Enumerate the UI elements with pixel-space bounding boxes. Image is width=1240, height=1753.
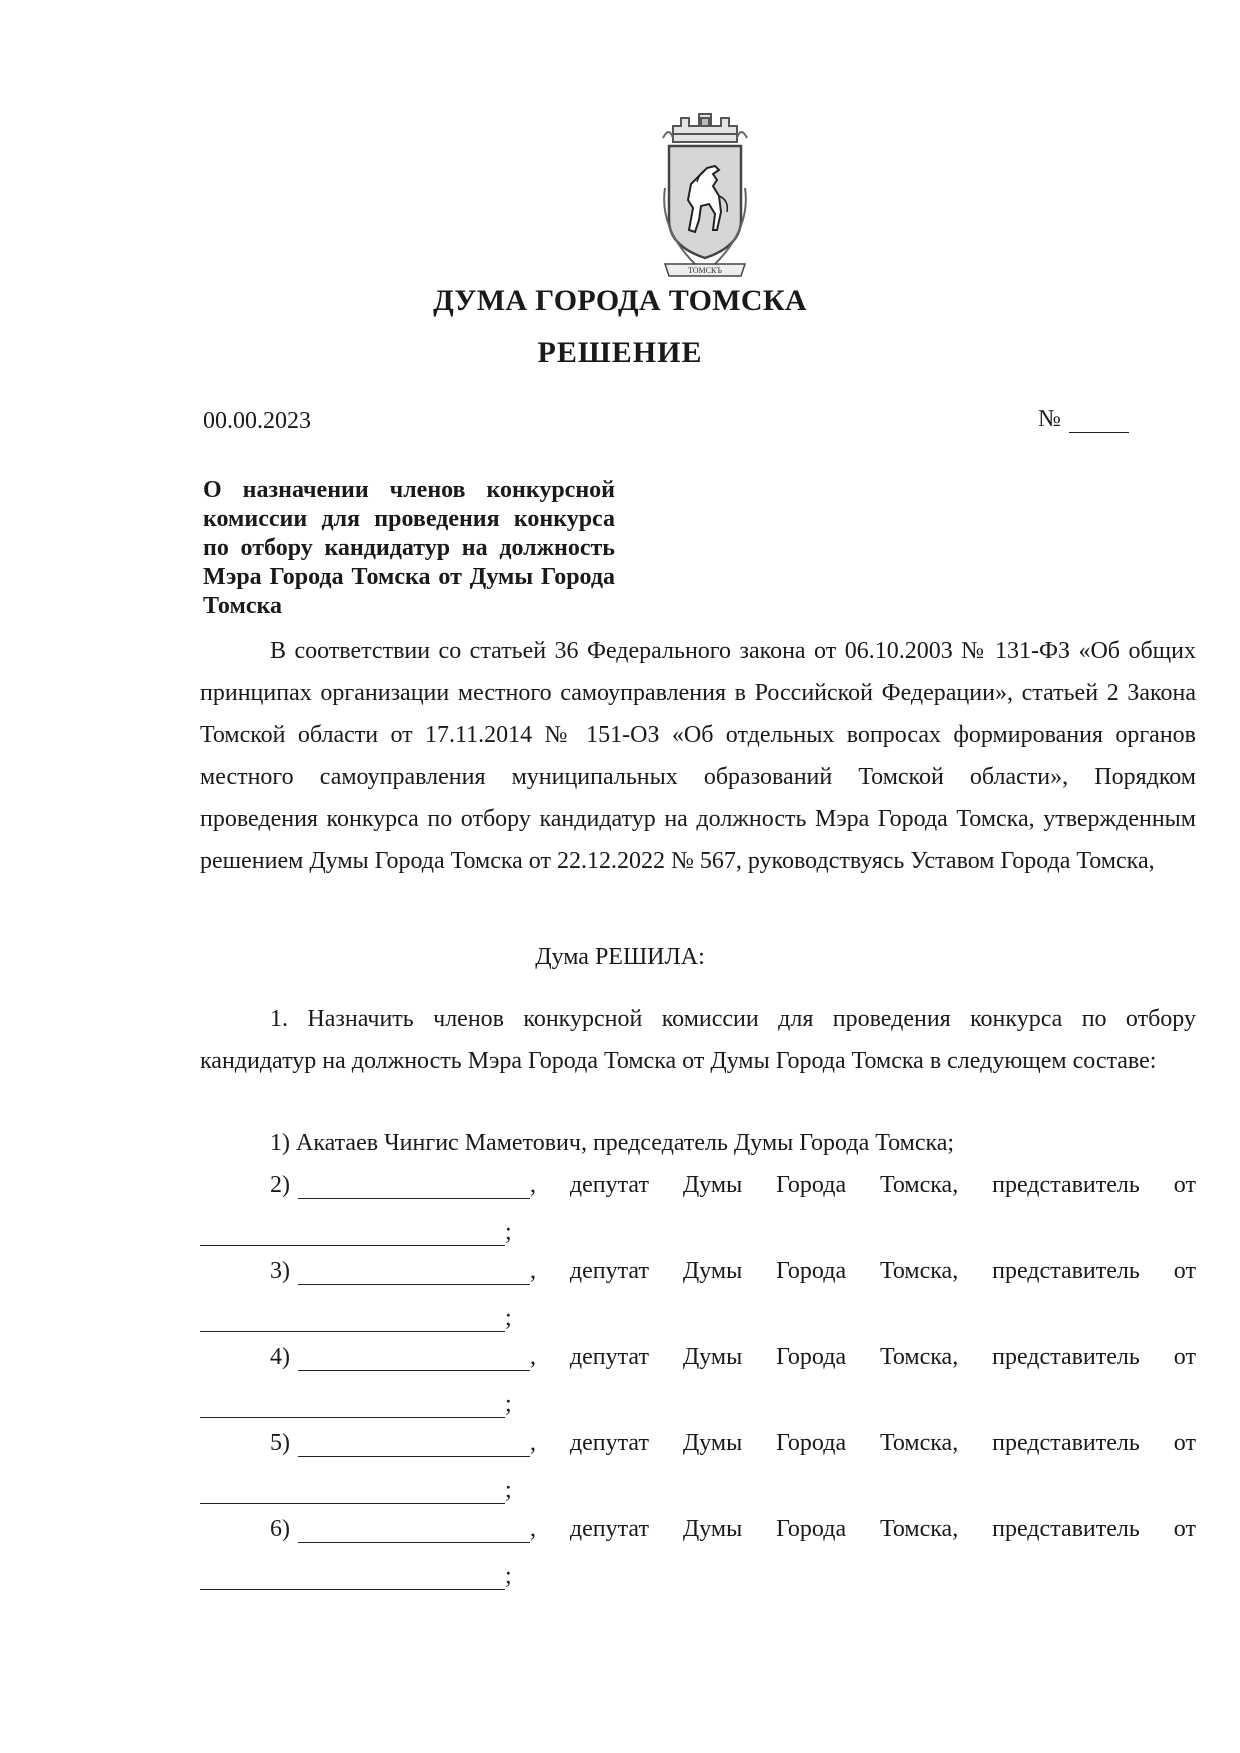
member-faction-blank	[200, 1307, 505, 1332]
member-number: 2)	[270, 1172, 290, 1198]
document-number	[1038, 406, 1129, 433]
organization-title: ДУМА ГОРОДА ТОМСКА	[433, 284, 807, 317]
member-row: 2) , депутат Думы Города Томска, представитель от ;	[200, 1172, 1196, 1264]
member-number: 5)	[270, 1430, 290, 1456]
member-row: 5) , депутат Думы Города Томска, представитель от ;	[200, 1430, 1196, 1522]
member-row: 4) , депутат Думы Города Томска, представитель от ;	[200, 1344, 1196, 1436]
member-name-blank	[298, 1346, 530, 1371]
member-row: 3) , депутат Думы Города Томска, представитель от ;	[200, 1258, 1196, 1350]
document-type: РЕШЕНИЕ	[537, 336, 703, 369]
member-number: 6)	[270, 1516, 290, 1542]
item-1-paragraph: 1. Назначить членов конкурсной комиссии для проведения конкурса по отбору кандидатур на должность Мэра Города Томска от Думы Города Томска в следующем составе:	[200, 1006, 1196, 1074]
number-blank-field	[1069, 410, 1129, 433]
member-name-blank	[298, 1432, 530, 1457]
member-faction-blank	[200, 1393, 505, 1418]
decided-heading: Дума РЕШИЛА:	[535, 944, 705, 970]
member-number: 4)	[270, 1344, 290, 1370]
member-faction-blank	[200, 1565, 505, 1590]
member-name-blank	[298, 1174, 530, 1199]
member-row: 6) , депутат Думы Города Томска, представитель от ;	[200, 1516, 1196, 1608]
emblem-motto: ТОМСКЪ	[688, 266, 722, 275]
member-number: 3)	[270, 1258, 290, 1284]
document-subject: О назначении членов конкурсной комиссии для проведения конкурса по отбору кандидатур на должность Мэра Города Томска от Думы Города Томска	[203, 477, 615, 619]
member-faction-blank	[200, 1479, 505, 1504]
member-faction-blank	[200, 1221, 505, 1246]
member-1: 1) Акатаев Чингис Маметович, председатель Думы Города Томска;	[270, 1130, 955, 1156]
intro-paragraph: В соответствии со статьей 36 Федерального закона от 06.10.2003 № 131-ФЗ «Об общих принципах организации местного самоуправления в Российской Федерации», статьей 2 Закона Томской области от 17.11.2014 № 151-ОЗ «Об отдельных вопросах формирования органов местного самоуправления муниципальных образований Томской области», Порядком проведения конкурса по отбору кандидатур на должность Мэра Города Томска, утвержденным решением Думы Города Томска от 22.12.2022 № 567, руководствуясь Уставом Города Томска,	[200, 638, 1196, 874]
number-label: №	[1038, 406, 1061, 432]
tomsk-coat-of-arms-icon	[655, 108, 755, 280]
document-date: 00.00.2023	[203, 408, 311, 434]
member-name-blank	[298, 1260, 530, 1285]
member-name-blank	[298, 1518, 530, 1543]
